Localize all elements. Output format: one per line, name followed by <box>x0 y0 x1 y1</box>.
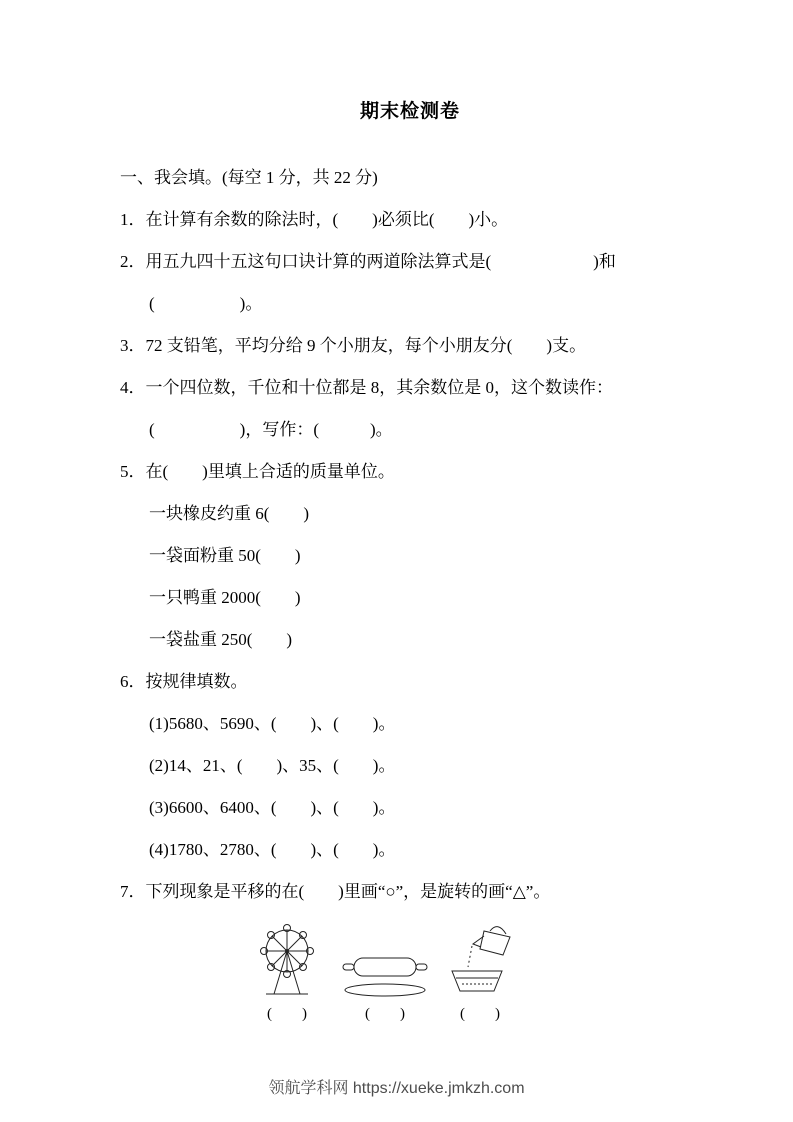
question-2-line2: ( )。 <box>149 294 263 313</box>
question-5-item-3: 一只鸭重 2000( ) <box>149 588 301 607</box>
question-3: 3．72 支铅笔，平均分给 9 个小朋友，每个小朋友分( )支。 <box>120 336 587 355</box>
figure-pouring-kettle <box>444 923 516 1024</box>
ferris-wheel-icon <box>248 921 326 999</box>
section-header: 一、我会填。(每空 1 分，共 22 分) <box>120 168 378 187</box>
question-6-item-3: (3)6600、6400、( )、( )。 <box>149 798 396 817</box>
pouring-kettle-icon <box>444 923 516 999</box>
question-4-line2: ( )，写作：( )。 <box>149 420 393 439</box>
question-6-item-4: (4)1780、2780、( )、( )。 <box>149 840 396 859</box>
exam-content <box>120 96 700 1024</box>
answer-blank-1: ( ) <box>267 1006 307 1022</box>
question-5-item-4: 一袋盐重 250( ) <box>149 630 293 649</box>
question-6-item-2: (2)14、21、( )、35、( )。 <box>149 756 396 775</box>
question-6: 6．按规律填数。 <box>120 672 248 691</box>
question-1: 1．在计算有余数的除法时，( )必须比( )小。 <box>120 210 509 229</box>
question-4-line1: 4．一个四位数，千位和十位都是 8，其余数位是 0，这个数读作： <box>120 378 613 397</box>
question-2-line1: 2．用五九四十五这句口诀计算的两道除法算式是( )和 <box>120 252 616 271</box>
answer-blank-2: ( ) <box>365 1006 405 1022</box>
page-title: 期末检测卷 <box>359 101 460 122</box>
question-6-item-1: (1)5680、5690、( )、( )。 <box>149 714 396 733</box>
footer-watermark: 领航学科网 https://xueke.jmkzh.com <box>268 1080 525 1097</box>
figure-rolling-pin <box>340 949 430 1024</box>
figure-ferris-wheel <box>248 921 326 1024</box>
answer-blank-3: ( ) <box>460 1006 500 1022</box>
question-5: 5．在( )里填上合适的质量单位。 <box>120 462 395 481</box>
question-5-item-1: 一块橡皮约重 6( ) <box>149 504 310 523</box>
rolling-pin-icon <box>340 949 430 999</box>
question-7-figures <box>120 921 700 1024</box>
question-5-item-2: 一袋面粉重 50( ) <box>149 546 301 565</box>
question-7: 7．下列现象是平移的在( )里画“○”，是旋转的画“△”。 <box>120 882 551 901</box>
